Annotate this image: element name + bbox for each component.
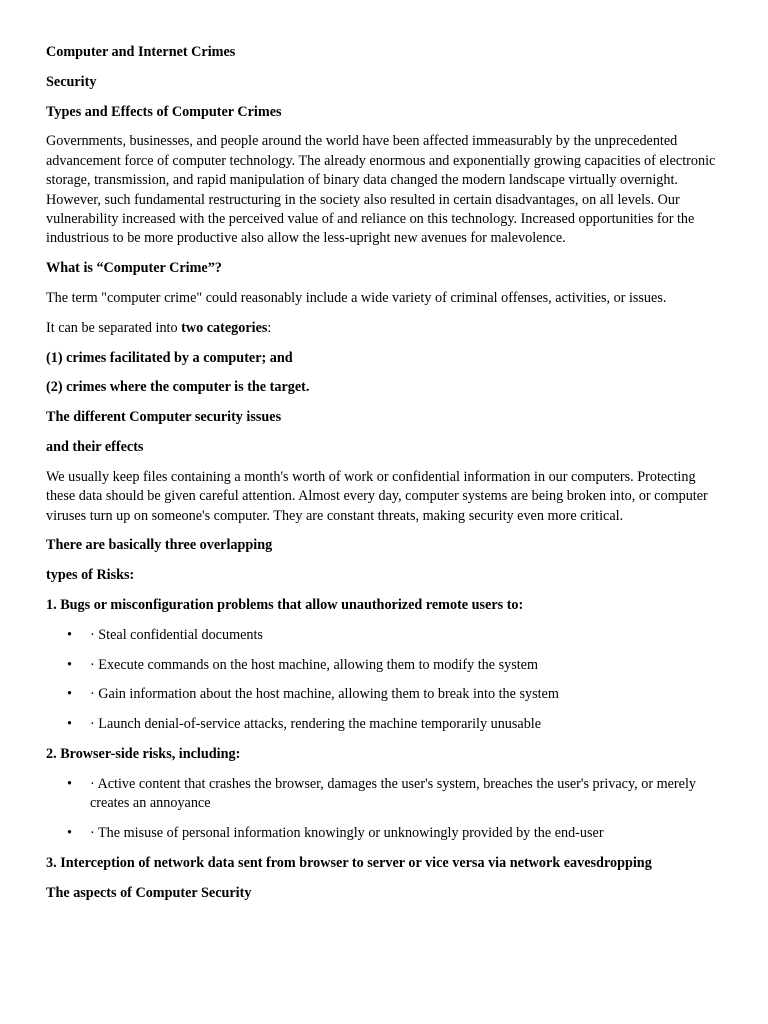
bullet-icon: • [67, 716, 72, 733]
heading-their-effects: and their effects [46, 439, 144, 455]
risk-two-list [46, 775, 726, 844]
bullet-icon: • [67, 775, 72, 792]
heading-types-and-effects: Types and Effects of Computer Crimes [46, 103, 282, 120]
categories-text-pre: It can be separated into [46, 319, 182, 336]
categories-paragraph [46, 319, 726, 338]
risk-three-heading: 3. Interception of network data sent from browser to server or vice versa via network eavesdropping [46, 854, 652, 871]
list-item [46, 685, 726, 704]
intro-paragraph: Governments, businesses, and people around the world have been affected immeasurably by the unprecedented advancement force of computer technology. The already enormous and exponentially growing capacities of electronic storage, transmission, and rapid manipulation of binary data changed the modern landscape virtually overnight. However, such fundamental restructuring in the society also resulted in certain disadvantages, on all levels. Our vulnerability increased with the perceived value of and reliance on this technology. Increased opportunities for the industrious to be more productive also allow the less-upright new avenues for malevolence. [46, 133, 716, 247]
bullet-icon: • [67, 824, 72, 841]
list-item-text: · Execute commands on the host machine, allowing them to modify the system [90, 656, 538, 673]
category-one: (1) crimes facilitated by a computer; and [46, 349, 293, 366]
list-item-text: · The misuse of personal information knowingly or unknowingly provided by the end-user [90, 824, 604, 841]
files-paragraph: We usually keep files containing a month's worth of work or confidential information in our computers. Protecting these data should be given careful attention. Almost every day, computer systems are being broken into, or computer viruses turn up on someone's computer. They are constant threats, making security even more critical. [46, 468, 708, 524]
document-title: Computer and Internet Crimes [46, 44, 236, 60]
bullet-icon: • [67, 656, 72, 673]
list-item-text: · Gain information about the host machine, allowing them to break into the system [90, 686, 559, 703]
document-page [46, 43, 726, 913]
bullet-icon: • [67, 686, 72, 703]
heading-three-overlapping: There are basically three overlapping [46, 537, 273, 554]
list-item [46, 775, 726, 814]
risk-two-heading: 2. Browser-side risks, including: [46, 745, 241, 762]
heading-aspects-of-security: The aspects of Computer Security [46, 884, 252, 901]
list-item [46, 715, 726, 734]
list-item [46, 824, 726, 843]
risk-one-list [46, 626, 726, 735]
categories-text-bold: two categories [181, 319, 268, 336]
categories-text-post: : [267, 319, 272, 336]
list-item [46, 626, 726, 645]
term-paragraph: The term "computer crime" could reasonably include a wide variety of criminal offenses, activities, or issues. [46, 290, 667, 307]
heading-what-is-computer-crime: What is “Computer Crime”? [46, 260, 222, 277]
list-item-text: · Steal confidential documents [90, 626, 263, 643]
risk-one-heading: 1. Bugs or misconfiguration problems that allow unauthorized remote users to: [46, 597, 524, 613]
heading-types-of-risks: types of Risks: [46, 567, 135, 584]
list-item-text: · Launch denial-of-service attacks, rendering the machine temporarily unusable [90, 716, 542, 733]
heading-security-issues: The different Computer security issues [46, 409, 282, 426]
list-item-text: · Active content that crashes the browser, damages the user's system, breaches the user's privacy, or merely creates an annoyance [90, 775, 696, 812]
list-item [46, 656, 726, 675]
bullet-icon: • [67, 626, 72, 643]
subtitle-security: Security [46, 73, 97, 90]
category-two: (2) crimes where the computer is the target. [46, 379, 310, 396]
